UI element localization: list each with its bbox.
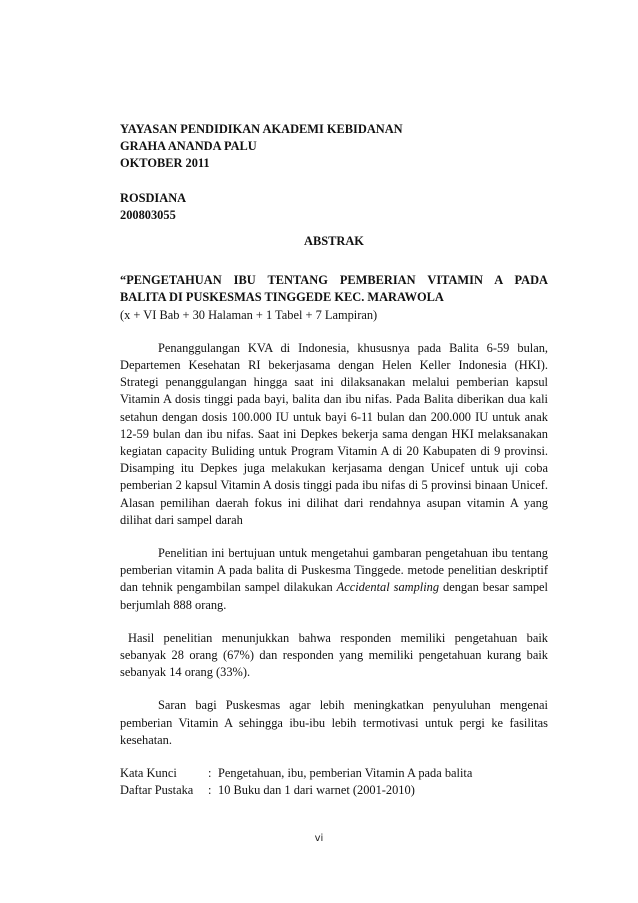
institution-header	[120, 121, 548, 173]
keywords-block	[120, 765, 548, 799]
paragraph-method-text: Penelitian ini bertujuan untuk mengetahui gambaran pengetahuan ibu tentang pemberian vitamin A pada balita di Puskesma Tinggede. metode penelitian deskriptif dan tehnik pengambilan sampel dilakukan	[120, 546, 548, 595]
institution-line-1: YAYASAN PENDIDIKAN AKADEMI KEBIDANAN	[120, 122, 403, 136]
references-separator: :	[208, 783, 212, 798]
paragraph-background: Penanggulangan KVA di Indonesia, khususnya pada Balita 6-59 bulan, Departemen Kesehatan RI bekerjasama dengan Helen Keller Indonesia (HKI). Strategi penanggulangan hingga saat ini dilaksanakan melalui pemberian kapsul Vitamin A dosis tinggi pada bayi, balita dan ibu nifas. Pada Balita diberikan dua kali setahun dengan dosis 100.000 IU untuk bayi 6-11 bulan dan 200.000 IU untuk anak 12-59 bulan dan ibu nifas. Saat ini Depkes bekerja sama dengan HKI melaksanakan kegiatan capacity Buliding untuk Program Vitamin A di 20 Kabupaten di 9 provinsi. Disamping itu Depkes juga melakukan kerjasama dengan Unicef untuk uji coba pemberian 2 kapsul Vitamin A dosis tinggi pada ibu nifas di 5 provinsi binaan Unicef. Alasan pemilihan daerah fokus ini dilihat dari rendahnya asupan vitamin A yang dilihat dari sampel darah	[120, 340, 548, 527]
institution-date: OKTOBER 2011	[120, 156, 210, 171]
abstract-title	[120, 272, 548, 306]
keywords-row	[120, 765, 548, 782]
document-meta: (x + VI Bab + 30 Halaman + 1 Tabel + 7 Lampiran)	[120, 307, 378, 322]
paragraph-method-tail: dengan besar sampel berjumlah 888 orang.	[120, 580, 548, 612]
references-label: Daftar Pustaka	[120, 783, 194, 798]
keywords-separator: :	[208, 766, 212, 781]
paragraph-results: Hasil penelitian menunjukkan bahwa responden memiliki pengetahuan baik sebanyak 28 orang (67%) dan responden yang memiliki pengetahuan kurang baik sebanyak 14 orang (33%).	[120, 630, 548, 680]
author-name: ROSDIANA	[120, 190, 187, 205]
page-content	[120, 121, 548, 800]
institution-line-2: GRAHA ANANDA PALU	[120, 139, 257, 154]
title-line-2: BALITA DI PUSKESMAS TINGGEDE KEC. MARAWOLA	[120, 290, 444, 305]
references-value: 10 Buku dan 1 dari warnet (2001-2010)	[218, 783, 415, 798]
abstract-heading: ABSTRAK	[304, 234, 364, 249]
paragraph-suggestion: Saran bagi Puskesmas agar lebih meningkatkan penyuluhan mengenai pemberian Vitamin A sehingga ibu-ibu lebih termotivasi untuk pergi ke fasilitas kesehatan.	[120, 698, 548, 747]
paragraph-method	[120, 545, 548, 614]
references-row	[120, 782, 548, 799]
title-line-1: “PENGETAHUAN IBU TENTANG PEMBERIAN VITAMIN A PADA	[120, 273, 548, 288]
keywords-label: Kata Kunci	[120, 766, 177, 781]
keywords-value: Pengetahuan, ibu, pemberian Vitamin A pada balita	[218, 766, 473, 781]
author-id: 200803055	[120, 207, 176, 222]
page-number: vi	[314, 833, 324, 844]
paragraph-method-italic: Accidental sampling	[336, 580, 440, 595]
author-block	[120, 190, 548, 224]
